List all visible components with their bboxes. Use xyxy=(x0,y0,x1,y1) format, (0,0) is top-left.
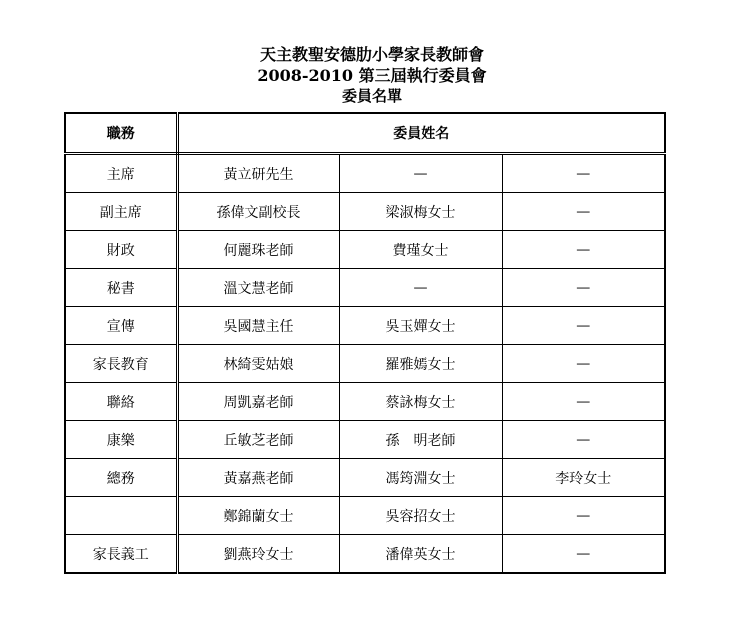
member-cell: 羅雅嫣女士 xyxy=(339,345,502,383)
member-cell: — xyxy=(502,345,665,383)
member-cell: 費瑾女士 xyxy=(339,231,502,269)
member-cell: 黃嘉燕老師 xyxy=(177,459,339,497)
table-row xyxy=(65,459,665,497)
role-cell: 總務 xyxy=(65,459,177,497)
role-cell: 康樂 xyxy=(65,421,177,459)
member-cell: 林綺雯姑娘 xyxy=(177,345,339,383)
member-cell: 黃立研先生 xyxy=(177,154,339,193)
member-list-title: 委員名單 xyxy=(341,87,402,105)
member-cell: 孫 明老師 xyxy=(339,421,502,459)
role-cell: 聯絡 xyxy=(65,383,177,421)
role-cell: 主席 xyxy=(65,154,177,193)
member-cell: 劉燕玲女士 xyxy=(177,535,339,574)
role-cell: 家長教育 xyxy=(65,345,177,383)
table-row xyxy=(65,231,665,269)
role-cell: 家長義工 xyxy=(65,535,177,574)
member-cell: 溫文慧老師 xyxy=(177,269,339,307)
committee-term-title: 2008-2010 第三屆執行委員會 xyxy=(257,66,487,85)
member-cell: 周凱嘉老師 xyxy=(177,383,339,421)
committee-member-table xyxy=(64,112,666,574)
role-cell: 秘書 xyxy=(65,269,177,307)
table-row xyxy=(65,154,665,193)
role-cell: 副主席 xyxy=(65,193,177,231)
member-cell: — xyxy=(502,535,665,574)
table-row xyxy=(65,307,665,345)
member-cell: — xyxy=(339,269,502,307)
member-cell: — xyxy=(502,231,665,269)
member-cell: — xyxy=(502,421,665,459)
document-title-block xyxy=(0,44,744,107)
member-cell: 何麗珠老師 xyxy=(177,231,339,269)
table-row xyxy=(65,421,665,459)
member-cell: 孫偉文副校長 xyxy=(177,193,339,231)
member-cell: 吳玉嬋女士 xyxy=(339,307,502,345)
member-cell: — xyxy=(502,193,665,231)
member-cell: 潘偉英女士 xyxy=(339,535,502,574)
member-cell: 吳國慧主任 xyxy=(177,307,339,345)
table-header-row xyxy=(65,113,665,154)
table-row xyxy=(65,269,665,307)
member-cell: 梁淑梅女士 xyxy=(339,193,502,231)
member-cell: 吳容招女士 xyxy=(339,497,502,535)
table-row xyxy=(65,345,665,383)
member-cell: — xyxy=(502,383,665,421)
member-cell: — xyxy=(502,154,665,193)
member-cell: — xyxy=(339,154,502,193)
member-cell: — xyxy=(502,307,665,345)
member-cell: 李玲女士 xyxy=(502,459,665,497)
role-cell xyxy=(65,497,177,535)
role-cell: 宣傳 xyxy=(65,307,177,345)
member-cell: 鄭錦蘭女士 xyxy=(177,497,339,535)
header-members: 委員姓名 xyxy=(177,113,665,154)
table-row xyxy=(65,193,665,231)
table-body xyxy=(65,154,665,574)
member-cell: 蔡詠梅女士 xyxy=(339,383,502,421)
table-row xyxy=(65,535,665,574)
table-row xyxy=(65,383,665,421)
school-association-title: 天主教聖安德肋小學家長教師會 xyxy=(259,45,484,64)
table-row xyxy=(65,497,665,535)
member-cell: 丘敏芝老師 xyxy=(177,421,339,459)
member-cell: — xyxy=(502,269,665,307)
header-role: 職務 xyxy=(65,113,177,154)
member-cell: — xyxy=(502,497,665,535)
member-cell: 馮筠淵女士 xyxy=(339,459,502,497)
role-cell: 財政 xyxy=(65,231,177,269)
